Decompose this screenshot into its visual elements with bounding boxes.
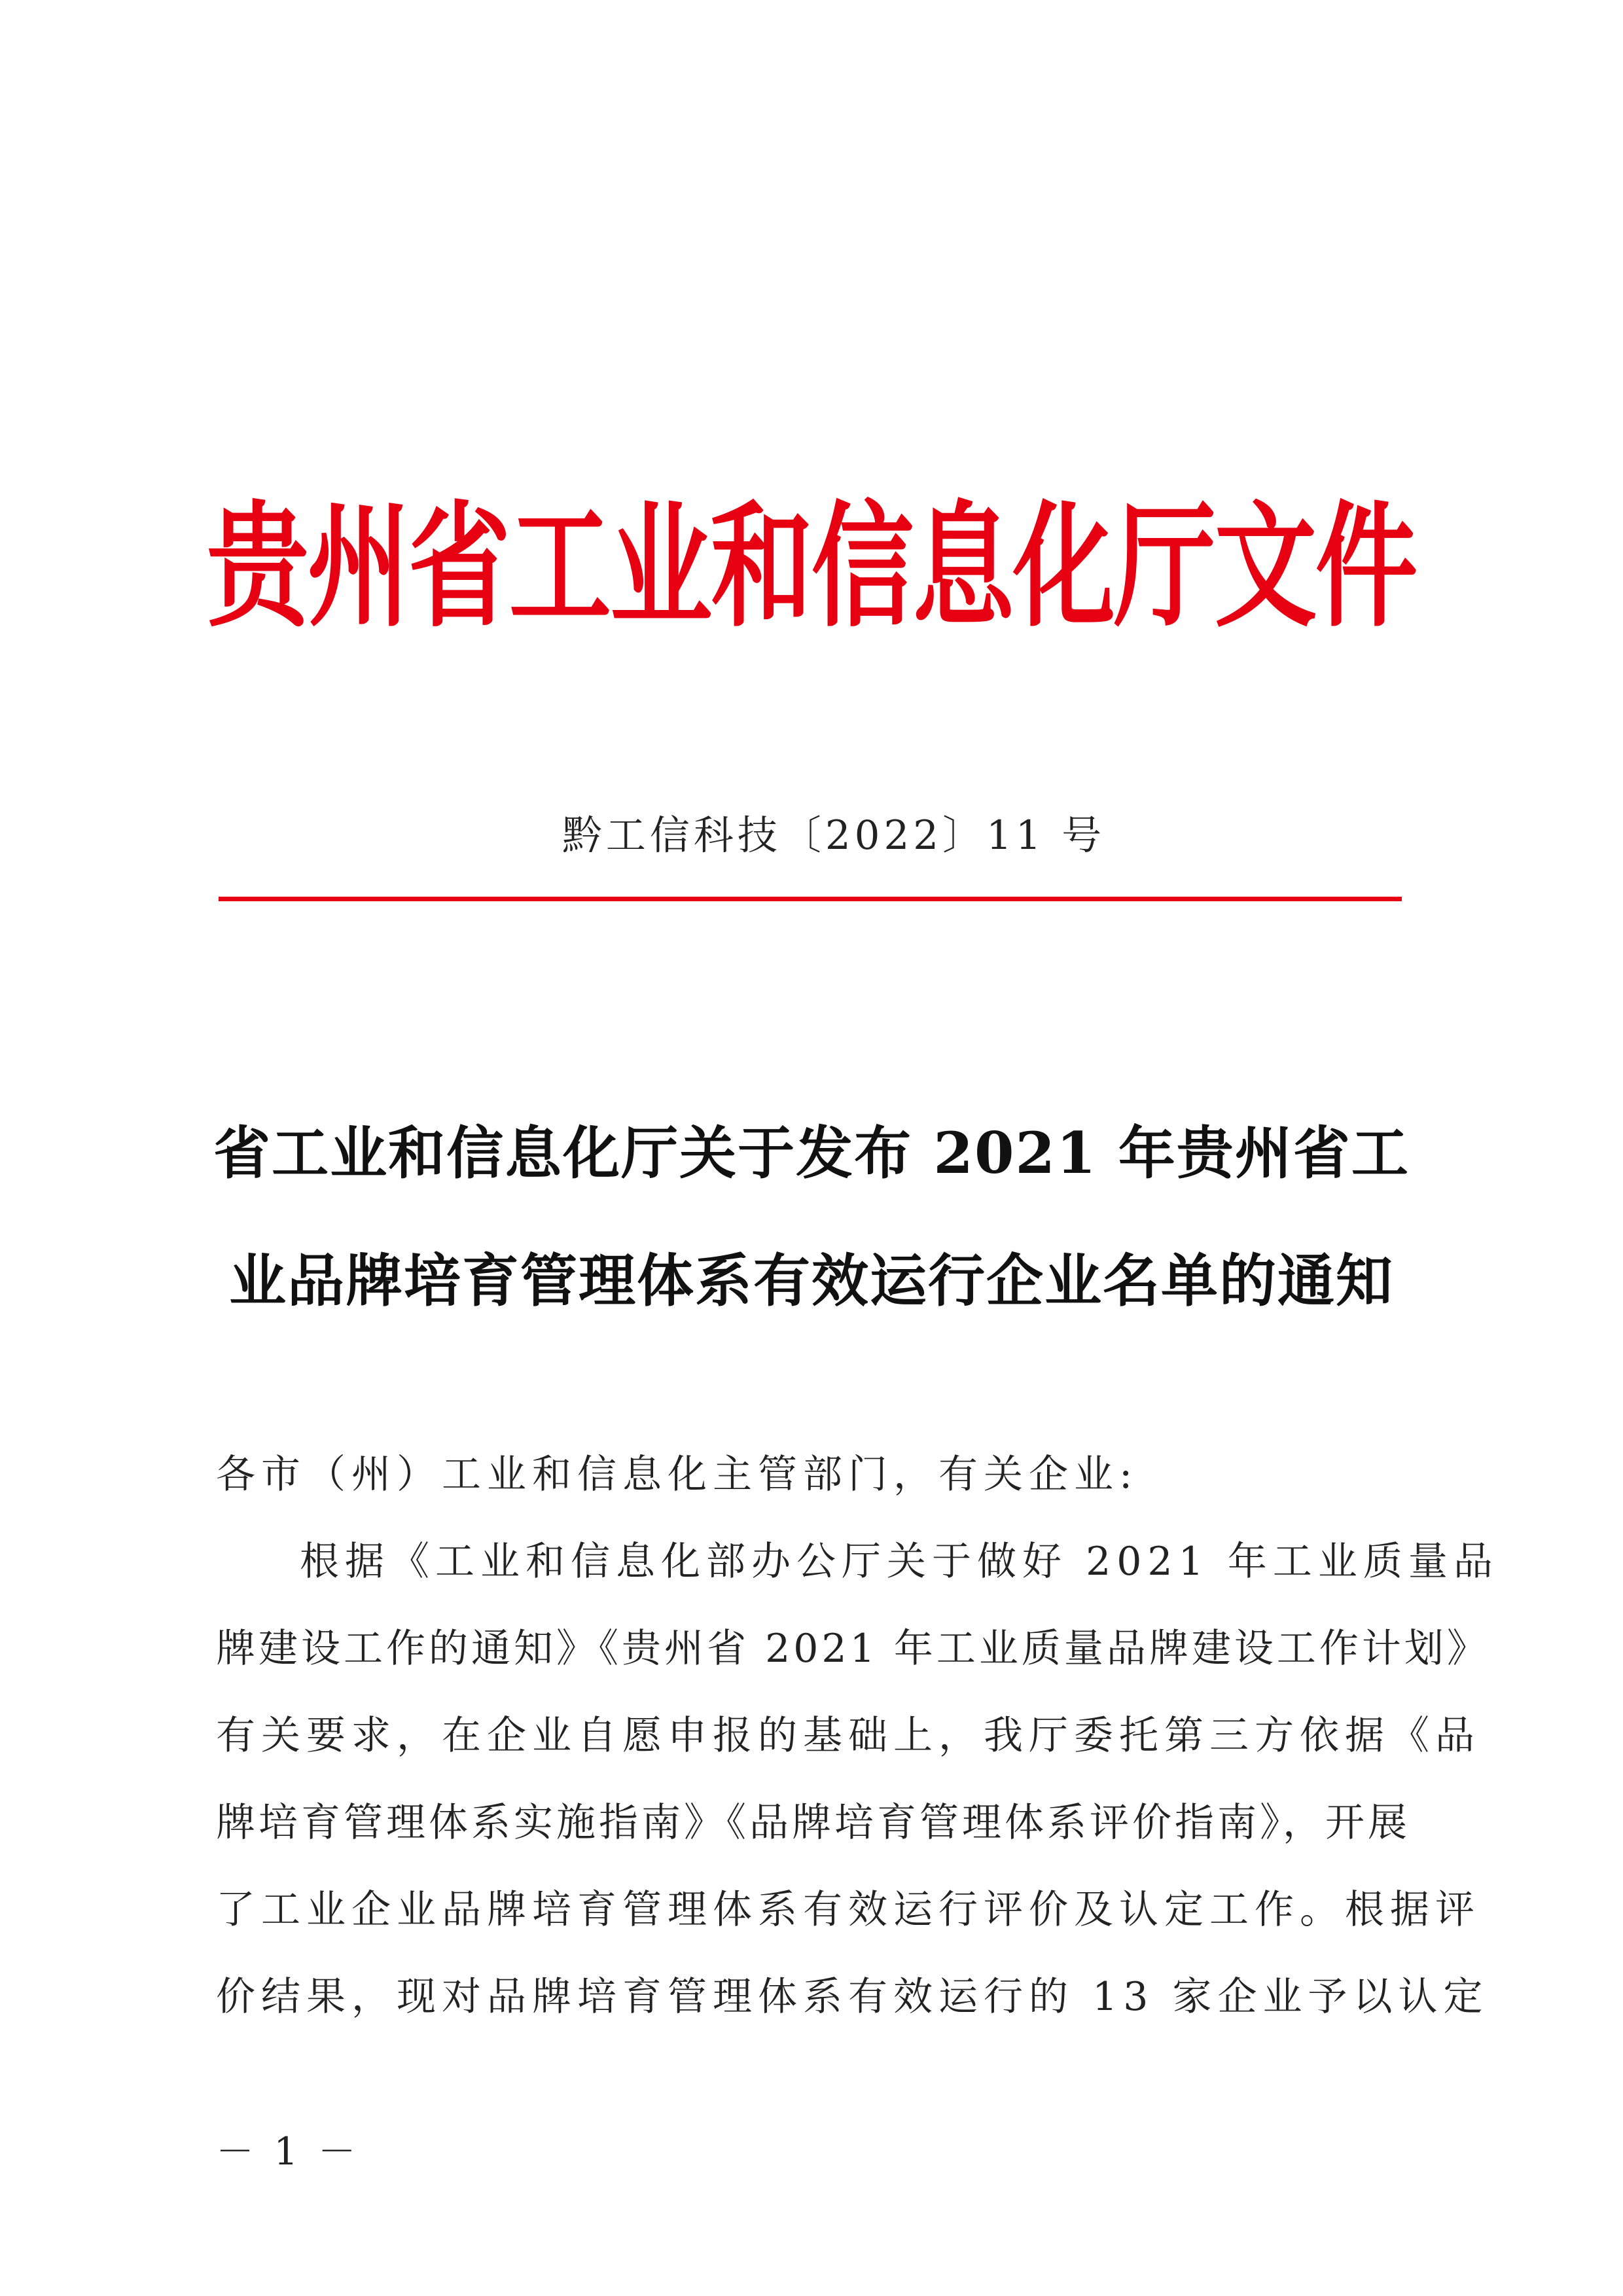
body-paragraph-line: 根据《工业和信息化部办公厅关于做好 2021 年工业质量品 (300, 1539, 1499, 1585)
document-number: 黔工信科技〔2022〕11 号 (562, 812, 1106, 859)
document-title-line-1: 省工业和信息化厅关于发布 2021 年贵州省工 (213, 1119, 1410, 1187)
body-paragraph-line: 牌培育管理体系实施指南》《品牌培育管理体系评价指南》，开展 (216, 1800, 1410, 1846)
body-paragraph-line: 了工业企业品牌培育管理体系有效运行评价及认定工作。根据评 (216, 1887, 1480, 1933)
salutation: 各市（州）工业和信息化主管部门，有关企业: (216, 1452, 1139, 1498)
body-paragraph-line: 价结果，现对品牌培育管理体系有效运行的 13 家企业予以认定 (216, 1974, 1489, 2020)
red-divider-line (219, 897, 1402, 901)
body-paragraph-line: 牌建设工作的通知》《贵州省 2021 年工业质量品牌建设工作计划》 (216, 1626, 1489, 1672)
body-paragraph-line: 有关要求，在企业自愿申报的基础上，我厅委托第三方依据《品 (216, 1713, 1480, 1759)
document-title-line-2: 业品牌培育管理体系有效运行企业名单的通知 (229, 1247, 1394, 1314)
page-number: － 1 － (216, 2129, 360, 2174)
issuing-authority-header: 贵州省工业和信息化厅文件 (207, 488, 1416, 646)
